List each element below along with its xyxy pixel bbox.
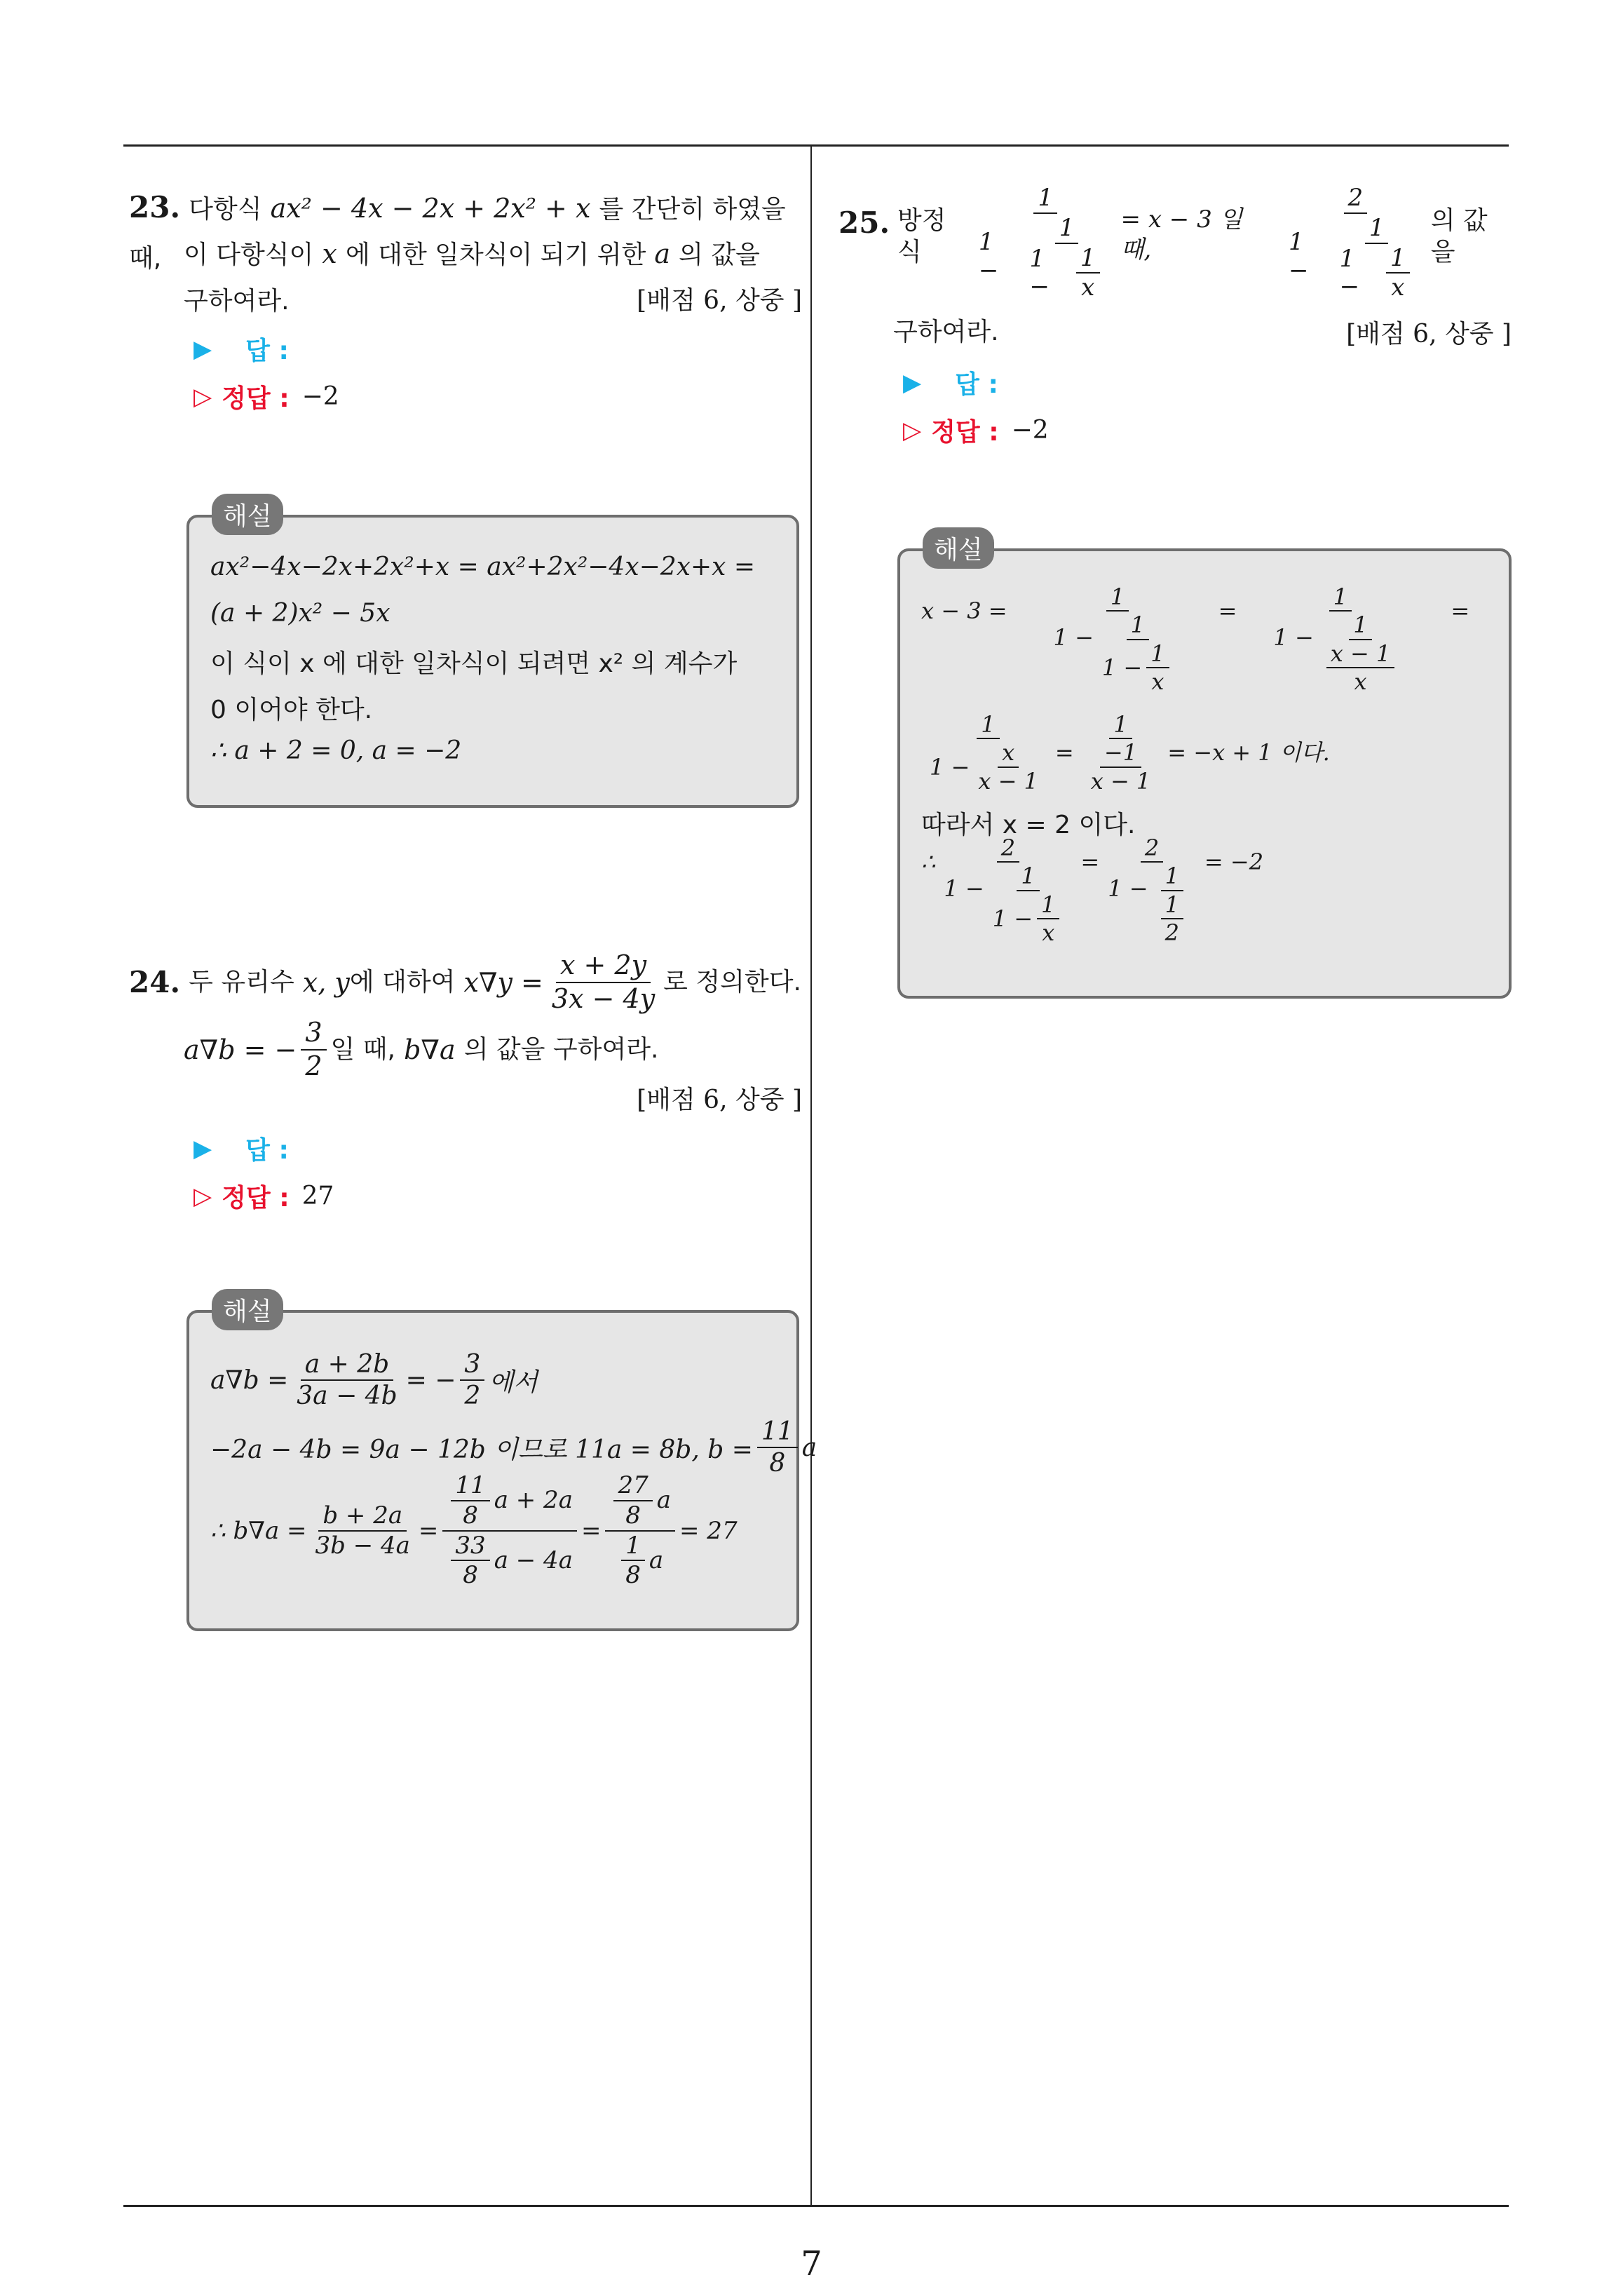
solution-line: ∴ b∇a = $\frac{b + 2a}{3b - 4a}$ = $\frac{11}{8}$ a + 2a $\frac{33}{8}$ a − 4a = $\frac{27}{8}$ a $\frac{1}{8}$ a = 27 bbox=[210, 1471, 738, 1590]
math-var: b∇a bbox=[404, 1034, 456, 1065]
outline-triangle-icon: ▷ bbox=[193, 1182, 212, 1210]
problem-text: 에 대하여 bbox=[349, 967, 456, 997]
problem-number: 25. bbox=[838, 205, 890, 240]
column-divider bbox=[810, 144, 812, 2206]
score-tag: [배점 6, 상중 ] bbox=[637, 286, 802, 315]
complex-fraction: $\frac{27}{8}$ a $\frac{1}{8}$ a bbox=[605, 1471, 675, 1590]
play-triangle-icon: ▶ bbox=[193, 335, 212, 363]
problem-24 bbox=[129, 950, 802, 1272]
math-expression: x∇y = bbox=[463, 966, 543, 998]
play-triangle-icon: ▶ bbox=[193, 1134, 212, 1163]
answer-label: 답 : bbox=[245, 1136, 289, 1165]
problem-text: 이 다항식이 bbox=[184, 241, 314, 269]
condition-fraction: $\frac{3}{2}$ bbox=[301, 1017, 326, 1082]
correct-answer-label: 정답 : bbox=[931, 418, 999, 447]
problem-text: 의 값을 bbox=[679, 241, 760, 269]
solution-fraction: $\frac{a + 2b}{3a - 4b}$ bbox=[297, 1350, 398, 1411]
problem-text: 방정식 bbox=[897, 206, 946, 266]
solution-title: 해설 bbox=[212, 494, 283, 535]
complex-fraction: $\frac{11}{8}$ a + 2a $\frac{33}{8}$ a − 4a bbox=[442, 1471, 577, 1590]
problem-text: 두 유리수 bbox=[189, 967, 294, 997]
solution-title: 해설 bbox=[212, 1289, 283, 1330]
problem-number: 23. bbox=[129, 190, 181, 224]
solution-line: ax²−4x−2x+2x²+x = ax²+2x²−4x−2x+x = bbox=[210, 553, 756, 581]
correct-answer-label: 정답 : bbox=[222, 384, 290, 413]
math-var: x bbox=[322, 238, 337, 269]
correct-answer-row bbox=[193, 379, 339, 414]
solution-title: 해설 bbox=[923, 527, 994, 569]
problem-text: 로 정의한다. bbox=[663, 967, 801, 997]
correct-answer-row bbox=[903, 412, 1049, 448]
solution-line: −2a − 4b = 9a − 12b 이므로 11a = 8b, b = $\frac{11}{8}$ a bbox=[210, 1417, 817, 1478]
problem-25 bbox=[838, 184, 1512, 478]
top-rule bbox=[123, 144, 1509, 147]
solution-box-23 bbox=[186, 502, 799, 808]
score-tag: [배점 6, 상중 ] bbox=[637, 1086, 802, 1114]
problem-text: 다항식 bbox=[189, 195, 262, 224]
problem-text: 의 값을 구하여라. bbox=[463, 1034, 659, 1064]
math-var: x, y bbox=[302, 966, 350, 998]
solution-fraction: $\frac{b + 2a}{3b - 4a}$ bbox=[315, 1501, 410, 1560]
solution-line: ∴ 2 1 − 1 1 − $\frac{1}{x}$ = 2 1 − $\frac{1}{\frac{1}{2}}$ = −2 bbox=[921, 835, 1264, 947]
solution-line: ∴ a + 2 = 0, a = −2 bbox=[210, 736, 462, 765]
answer-row bbox=[193, 1130, 289, 1166]
definition-fraction: $\frac{x + 2y}{3x - 4y}$ bbox=[551, 950, 656, 1014]
math-expression: ax² − 4x − 2x + 2x² + x bbox=[270, 193, 591, 224]
problem-text: 의 값을 bbox=[1430, 206, 1488, 266]
solution-line: a∇b = $\frac{a + 2b}{3a - 4b}$ = − $\frac{3}{2}$ 에서 bbox=[210, 1350, 538, 1411]
score-tag: [배점 6, 상중 ] bbox=[1346, 320, 1512, 349]
solution-line: x − 3 = 1 1 − 1 1 − $\frac{1}{x}$ = 1 1 − $\frac{1}{\frac{x - 1}{x}}$ = bbox=[921, 583, 1470, 696]
math-expression: = x − 3 일 때, bbox=[1120, 205, 1243, 264]
correct-answer-value: 27 bbox=[301, 1182, 334, 1210]
solution-line: 1 1 − $\frac{x}{x - 1}$ = $\frac{1}{\frac{-1}{x - 1}}$ = −x + 1 이다. bbox=[930, 711, 1330, 795]
outline-triangle-icon: ▷ bbox=[193, 382, 212, 411]
solution-fraction: $\frac{11}{8}$ bbox=[757, 1417, 798, 1478]
correct-answer-label: 정답 : bbox=[222, 1184, 290, 1213]
problem-number: 24. bbox=[129, 964, 181, 999]
outline-triangle-icon: ▷ bbox=[903, 416, 922, 445]
solution-line: 이 식이 x 에 대한 일차식이 되려면 x² 의 계수가 bbox=[210, 649, 738, 678]
page-number: 7 bbox=[801, 2244, 822, 2283]
problem-text: 구하여라. bbox=[893, 318, 999, 346]
problem-text: 를 간단히 하였을 때, bbox=[129, 195, 786, 273]
answer-row bbox=[903, 365, 998, 400]
problem-text: 에 대한 일차식이 되기 위한 bbox=[345, 241, 646, 269]
solution-line: (a + 2)x² − 5x bbox=[210, 599, 391, 628]
math-expression: a∇b = − bbox=[184, 1034, 297, 1065]
target-fraction: 2 1 − 1 1 − $\frac{1}{x}$ bbox=[1284, 184, 1427, 302]
answer-label: 답 : bbox=[955, 370, 998, 399]
solution-line: 0 이어야 한다. bbox=[210, 696, 373, 724]
solution-box-25 bbox=[897, 536, 1512, 999]
problem-text: 일 때, bbox=[330, 1034, 395, 1064]
correct-answer-value: −2 bbox=[301, 382, 339, 411]
correct-answer-value: −2 bbox=[1011, 416, 1049, 445]
bottom-rule bbox=[123, 2205, 1509, 2207]
play-triangle-icon: ▶ bbox=[903, 368, 922, 397]
math-var: a bbox=[654, 238, 671, 269]
answer-label: 답 : bbox=[245, 337, 289, 365]
solution-box-24 bbox=[186, 1297, 817, 1631]
equation-fraction: 1 1 − 1 1 − $\frac{1}{x}$ bbox=[975, 184, 1117, 302]
problem-text: 구하여라. bbox=[184, 287, 290, 316]
solution-line: 따라서 x = 2 이다. bbox=[921, 811, 1136, 839]
solution-fraction: $\frac{3}{2}$ bbox=[460, 1349, 484, 1411]
correct-answer-row bbox=[193, 1178, 334, 1214]
answer-row bbox=[193, 331, 289, 367]
